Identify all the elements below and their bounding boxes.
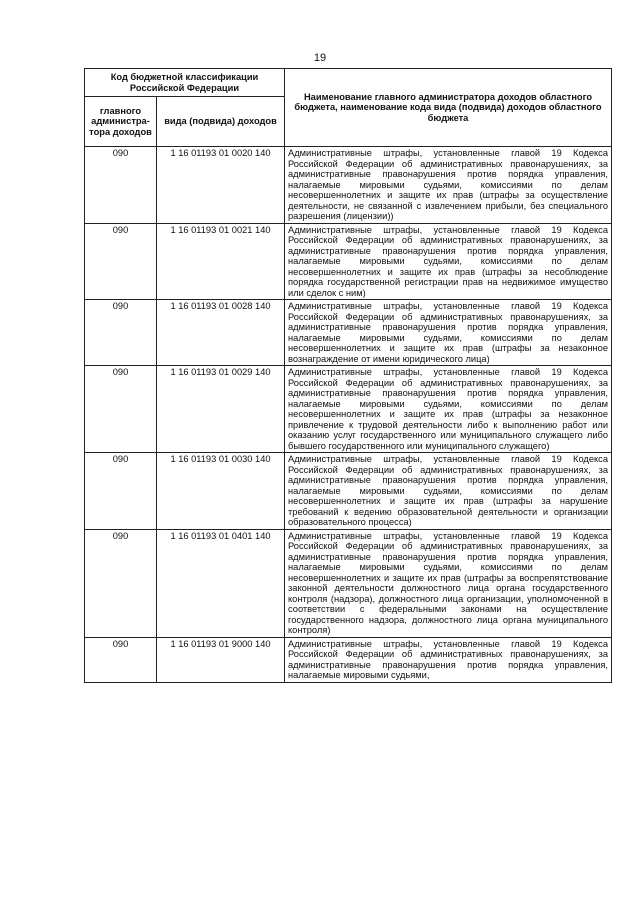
table-row (85, 529, 612, 637)
revenue-name-cell: Административные штрафы, установленные главой 19 Кодекса Российской Федерации об административных правонарушениях, за административные правонарушения против порядка управления, налагаемые мировыми судьями, комиссиями по делам несовершеннолетних и защите их прав (штрафы за незаконное вознаграждение от имени юридического лица) (285, 300, 612, 366)
table-row (85, 366, 612, 453)
header-name: Наименование главного администратора доходов областного бюджета, наименование кода вида (подвида) доходов областного бюджета (285, 69, 612, 147)
revenue-code-cell: 1 16 01193 01 9000 140 (157, 637, 285, 682)
revenue-code-cell: 1 16 01193 01 0028 140 (157, 300, 285, 366)
administrator-code-cell: 090 (85, 147, 157, 224)
table-row (85, 300, 612, 366)
administrator-code-cell: 090 (85, 453, 157, 530)
revenue-code-cell: 1 16 01193 01 0020 140 (157, 147, 285, 224)
header-revenue-kind: вида (подвида) доходов (157, 97, 285, 147)
revenue-name-cell: Административные штрафы, установленные главой 19 Кодекса Российской Федерации об административных правонарушениях, за административные правонарушения против порядка управления, налагаемые мировыми судьями, комиссиями по делам несовершеннолетних и защите их прав (штрафы за нарушение требований к ведению образовательной деятельности и организации образовательного процесса) (285, 453, 612, 530)
administrator-code-cell: 090 (85, 366, 157, 453)
table-body (85, 147, 612, 683)
revenue-name-cell: Административные штрафы, установленные главой 19 Кодекса Российской Федерации об административных правонарушениях, за административные правонарушения против порядка управления, налагаемые мировыми судьями, (285, 637, 612, 682)
revenue-code-cell: 1 16 01193 01 0029 140 (157, 366, 285, 453)
revenue-name-cell: Административные штрафы, установленные главой 19 Кодекса Российской Федерации об административных правонарушениях, за административные правонарушения против порядка управления, налагаемые мировыми судьями, комиссиями по делам несовершеннолетних и защите их прав (штрафы за осуществление деятельности, не связанной с извлечением прибыли, без специального разрешения (лицензии)) (285, 147, 612, 224)
table-row (85, 453, 612, 530)
revenue-code-cell: 1 16 01193 01 0030 140 (157, 453, 285, 530)
budget-classification-table (84, 68, 612, 683)
revenue-code-cell: 1 16 01193 01 0401 140 (157, 529, 285, 637)
revenue-name-cell: Административные штрафы, установленные главой 19 Кодекса Российской Федерации об административных правонарушениях, за административные правонарушения против порядка управления, налагаемые мировыми судьями, комиссиями по делам несовершеннолетних и защите их прав (штрафы за воспрепятствование законной деятельности должностного лица органа государственного контроля (надзора), должностного лица организации, уполномоченной в соответствии с федеральными законами на осуществление государственного надзора, должностного лица органа муниципального контроля) (285, 529, 612, 637)
table-row (85, 637, 612, 682)
page-number: 19 (313, 52, 327, 64)
revenue-name-cell: Административные штрафы, установленные главой 19 Кодекса Российской Федерации об административных правонарушениях, за административные правонарушения против порядка управления, налагаемые мировыми судьями, комиссиями по делам несовершеннолетних и защите их прав (штрафы за незаконное привлечение к трудовой деятельности либо к выполнению работ или оказанию услуг государственного или муниципального служащего либо бывшего государственного или муниципального служащего) (285, 366, 612, 453)
revenue-name-cell: Административные штрафы, установленные главой 19 Кодекса Российской Федерации об административных правонарушениях, за административные правонарушения против порядка управления, налагаемые мировыми судьями, комиссиями по делам несовершеннолетних и защите их прав (штрафы за несоблюдение порядка государственной регистрации прав на недвижимое имущество или сделок с ним) (285, 223, 612, 300)
header-main-administrator: главного администра-тора доходов (85, 97, 157, 147)
table-row (85, 147, 612, 224)
table-row (85, 223, 612, 300)
administrator-code-cell: 090 (85, 637, 157, 682)
administrator-code-cell: 090 (85, 300, 157, 366)
administrator-code-cell: 090 (85, 223, 157, 300)
administrator-code-cell: 090 (85, 529, 157, 637)
revenue-code-cell: 1 16 01193 01 0021 140 (157, 223, 285, 300)
header-budget-classification-code: Код бюджетной классификации Российской Федерации (85, 69, 285, 97)
